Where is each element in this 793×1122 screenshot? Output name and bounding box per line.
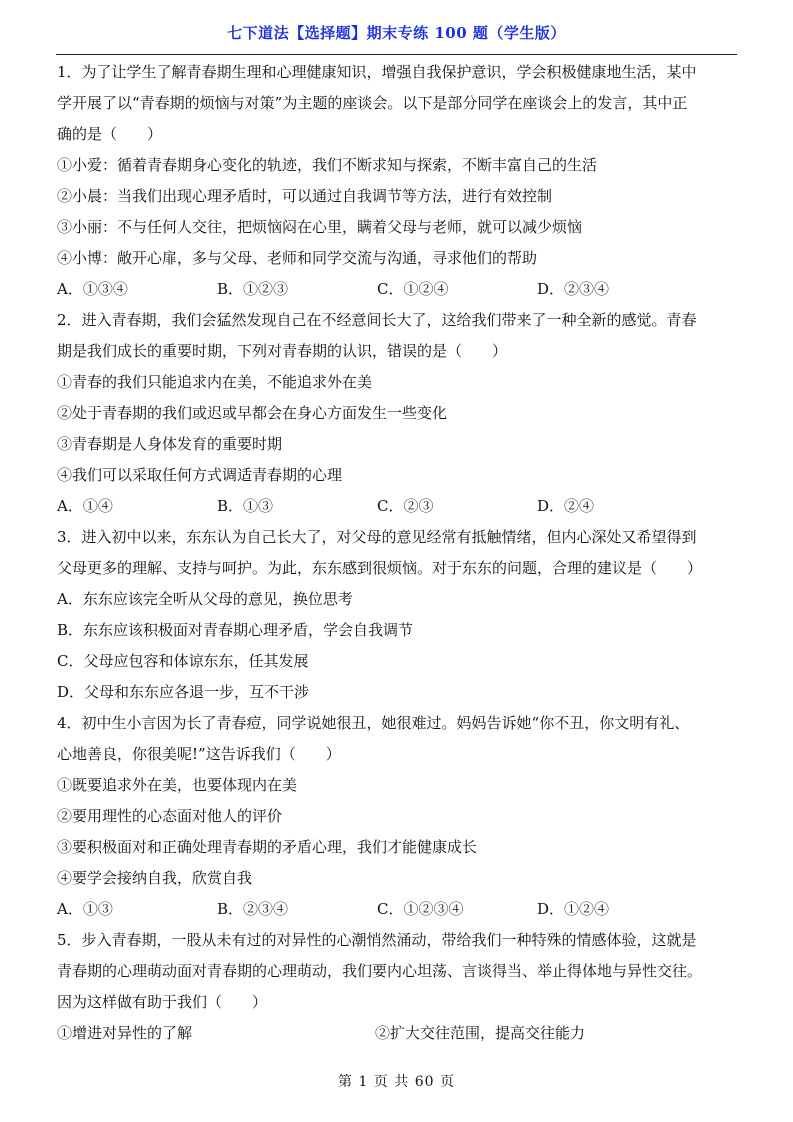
option-b: B．①③ — [217, 497, 274, 515]
statement-item: ③青春期是人身体发育的重要时期 — [57, 435, 283, 453]
question-1 — [57, 57, 737, 305]
question-text-line: 2．进入青春期，我们会猛然发现自己在不经意间长大了，这给我们带来了一种全新的感觉。青春 — [57, 311, 697, 329]
document-title: 七下道法【选择题】期末专练 100 题（学生版） — [227, 24, 566, 42]
option-a: A．①③ — [57, 900, 113, 918]
option-a: A．东东应该完全听从父母的意见，换位思考 — [57, 590, 353, 608]
question-5 — [57, 925, 737, 1049]
statement-item: ④我们可以采取任何方式调适青春期的心理 — [57, 466, 343, 484]
option-c: C．①②④ — [377, 280, 449, 298]
statement-item: ②处于青春期的我们或迟或早都会在身心方面发生一些变化 — [57, 404, 448, 422]
question-text-line: 心地善良，你很美呢!”这告诉我们（ ） — [57, 745, 341, 763]
answer-options — [57, 894, 737, 925]
page-number: 第 1 页 共 60 页 — [338, 1074, 455, 1090]
statement-item: ②要用理性的心态面对他人的评价 — [57, 807, 283, 825]
question-text-line: 3．进入初中以来，东东认为自己长大了，对父母的意见经常有抵触情绪，但内心深处又希望得到 — [57, 528, 697, 546]
page-header — [56, 14, 737, 55]
document-body — [57, 57, 737, 1049]
answer-options — [57, 274, 737, 305]
statement-item: ④要学会接纳自我，欣赏自我 — [57, 869, 253, 887]
question-text-line: 1．为了让学生了解青春期生理和心理健康知识，增强自我保护意识，学会积极健康地生活，某中 — [57, 63, 697, 81]
statement-item: ②扩大交往范围，提高交往能力 — [375, 1024, 586, 1042]
statement-item: ①青春的我们只能追求内在美，不能追求外在美 — [57, 373, 373, 391]
question-text-line: 父母更多的理解、支持与呵护。为此，东东感到很烦恼。对于东东的问题，合理的建议是（ ） — [57, 559, 703, 577]
option-b: B．东东应该积极面对青春期心理矛盾，学会自我调节 — [57, 621, 414, 639]
question-text-line: 4．初中生小言因为长了青春痘，同学说她很丑，她很难过。妈妈告诉她“你不丑，你文明有礼、 — [57, 714, 690, 732]
option-b: B．②③④ — [217, 900, 289, 918]
option-c: C．①②③④ — [377, 900, 464, 918]
question-text-line: 青春期的心理萌动面对青春期的心理萌动，我们要内心坦荡、言谈得当、举止得体地与异性交往。 — [57, 962, 703, 980]
option-c: C．父母应包容和体谅东东，任其发展 — [57, 652, 309, 670]
question-text-line: 因为这样做有助于我们（ ） — [57, 993, 268, 1011]
statement-item: ④小博：敞开心扉，多与父母、老师和同学交流与沟通，寻求他们的帮助 — [57, 249, 538, 267]
option-d: D．父母和东东应各退一步，互不干涉 — [57, 683, 310, 701]
statement-item: ①既要追求外在美，也要体现内在美 — [57, 776, 298, 794]
answer-options — [57, 491, 737, 522]
option-d: D．②③④ — [537, 280, 610, 298]
option-d: D．②④ — [537, 497, 595, 515]
option-a: A．①③④ — [57, 280, 128, 298]
question-text-line: 确的是（ ） — [57, 125, 163, 143]
statement-item: ③要积极面对和正确处理青春期的矛盾心理，我们才能健康成长 — [57, 838, 478, 856]
question-text-line: 期是我们成长的重要时期，下列对青春期的认识，错误的是（ ） — [57, 342, 508, 360]
question-text-line: 5．步入青春期，一股从未有过的对异性的心潮悄然涌动，带给我们一种特殊的情感体验，这就是 — [57, 931, 697, 949]
question-3 — [57, 522, 737, 708]
option-c: C．②③ — [377, 497, 434, 515]
statement-item: ①小爱：循着青春期身心变化的轨迹，我们不断求知与探索，不断丰富自己的生活 — [57, 156, 598, 174]
statement-item: ①增进对异性的了解 — [57, 1024, 193, 1042]
question-4 — [57, 708, 737, 925]
statement-pair — [57, 1018, 737, 1049]
option-d: D．①②④ — [537, 900, 610, 918]
statement-item: ②小晨：当我们出现心理矛盾时，可以通过自我调节等方法，进行有效控制 — [57, 187, 553, 205]
option-a: A．①④ — [57, 497, 113, 515]
question-2 — [57, 305, 737, 522]
statement-item: ③小丽：不与任何人交往，把烦恼闷在心里，瞒着父母与老师，就可以减少烦恼 — [57, 218, 583, 236]
option-b: B．①②③ — [217, 280, 289, 298]
question-text-line: 学开展了以“青春期的烦恼与对策”为主题的座谈会。以下是部分同学在座谈会上的发言，其中正 — [57, 94, 688, 112]
